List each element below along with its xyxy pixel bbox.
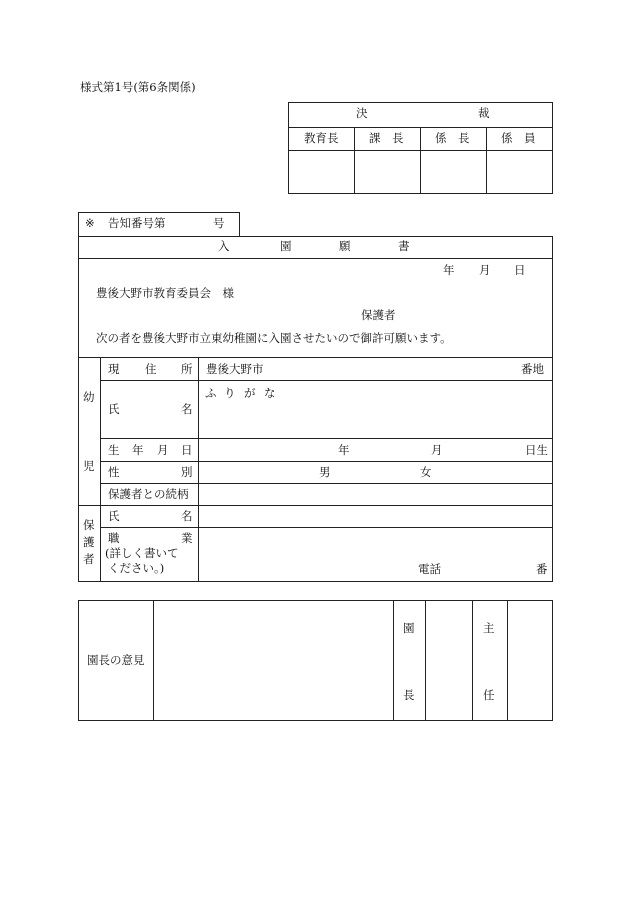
relation-field[interactable]: [200, 485, 550, 503]
child-name-label-char-1: 氏: [108, 402, 120, 416]
approval-col-section-chief: 課 長: [369, 131, 404, 145]
addressee: 豊後大野市教育委員会 様: [96, 286, 234, 300]
opinion-field[interactable]: [156, 603, 390, 718]
approval-stamp-superintendent[interactable]: [289, 151, 353, 193]
address-field[interactable]: [270, 360, 518, 378]
approval-stamp-subsection-chief[interactable]: [421, 151, 485, 193]
notice-suffix: 号: [213, 216, 225, 230]
phone-field[interactable]: [448, 560, 532, 578]
birth-day-label: 日生: [525, 443, 548, 457]
birth-label-char-3: 月: [157, 443, 169, 457]
approval-stamp-section-chief[interactable]: [355, 151, 419, 193]
furigana-char-1: ふ: [205, 386, 217, 400]
job-note-line-1: (詳しく書いて: [105, 546, 179, 560]
address-city: 豊後大野市: [206, 362, 264, 376]
approval-col-staff: 係 員: [501, 131, 536, 145]
child-name-label-char-2: 名: [181, 402, 193, 416]
approval-col-superintendent: 教育長: [304, 131, 339, 145]
child-side-label-bottom: 児: [83, 459, 95, 473]
birth-year-label: 年: [338, 443, 350, 457]
birth-label-char-4: 日: [181, 443, 193, 457]
guardian-side-label-char-1: 保: [83, 518, 95, 532]
form-title-char-2: 園: [280, 239, 292, 253]
approval-title-right: 裁: [478, 106, 490, 120]
chief-stamp-field[interactable]: [509, 602, 551, 719]
notice-label: 告知番号第: [108, 216, 166, 230]
guardian-side-label-char-2: 護: [83, 535, 95, 549]
address-label-char-1: 現: [108, 362, 120, 376]
address-suffix: 番地: [521, 362, 544, 376]
chief-label-bottom: 任: [483, 688, 495, 702]
date-day-label: 日: [514, 263, 526, 277]
job-label-char-1: 職: [108, 531, 120, 545]
approval-col-subsection-chief: 係 長: [435, 131, 470, 145]
director-label-top: 園: [403, 621, 415, 635]
request-text: 次の者を豊後大野市立東幼稚園に入園させたいので御許可願います。: [96, 331, 452, 345]
chief-label-top: 主: [483, 621, 495, 635]
guardian-name-field[interactable]: [200, 507, 550, 525]
guardian-name-label-char-2: 名: [181, 509, 193, 523]
date-month-label: 月: [479, 263, 491, 277]
phone-label: 電話: [418, 562, 441, 576]
guardian-sign-field[interactable]: [400, 305, 540, 325]
address-label-char-2: 住: [145, 362, 157, 376]
form-number: 様式第1号(第6条関係): [80, 80, 196, 94]
child-name-field[interactable]: [290, 383, 548, 435]
guardian-job-field[interactable]: [200, 530, 550, 558]
address-label-char-3: 所: [181, 362, 193, 376]
sex-label-char-1: 性: [108, 465, 120, 479]
approval-title-left: 決: [356, 106, 368, 120]
form-title-char-4: 書: [398, 239, 410, 253]
opinion-label: 園長の意見: [87, 653, 145, 667]
director-stamp-field[interactable]: [427, 602, 470, 719]
sex-option-female[interactable]: 女: [420, 465, 432, 479]
guardian-sign-label: 保護者: [361, 308, 396, 322]
phone-suffix: 番: [536, 562, 548, 576]
date-year-label: 年: [443, 263, 455, 277]
sex-option-male[interactable]: 男: [319, 465, 331, 479]
furigana-char-3: が: [244, 386, 256, 400]
birth-label-char-2: 年: [132, 443, 144, 457]
job-note-line-2: ください。): [108, 561, 165, 575]
director-label-bottom: 長: [403, 688, 415, 702]
furigana-char-4: な: [264, 386, 276, 400]
birth-label-char-1: 生: [108, 443, 120, 457]
form-title-char-1: 入: [218, 239, 230, 253]
job-label-char-2: 業: [181, 531, 193, 545]
approval-stamp-staff[interactable]: [487, 151, 552, 193]
relation-label: 保護者との続柄: [108, 487, 189, 501]
notice-mark: ※: [85, 216, 95, 230]
guardian-side-label-char-3: 者: [83, 552, 95, 566]
form-title-char-3: 願: [339, 239, 351, 253]
child-side-label-top: 幼: [83, 390, 95, 404]
birth-month-label: 月: [431, 443, 443, 457]
notice-number-field[interactable]: [172, 214, 210, 234]
guardian-name-label-char-1: 氏: [108, 509, 120, 523]
furigana-char-2: り: [224, 386, 236, 400]
sex-label-char-2: 別: [181, 465, 193, 479]
birth-date-field[interactable]: [202, 441, 332, 459]
